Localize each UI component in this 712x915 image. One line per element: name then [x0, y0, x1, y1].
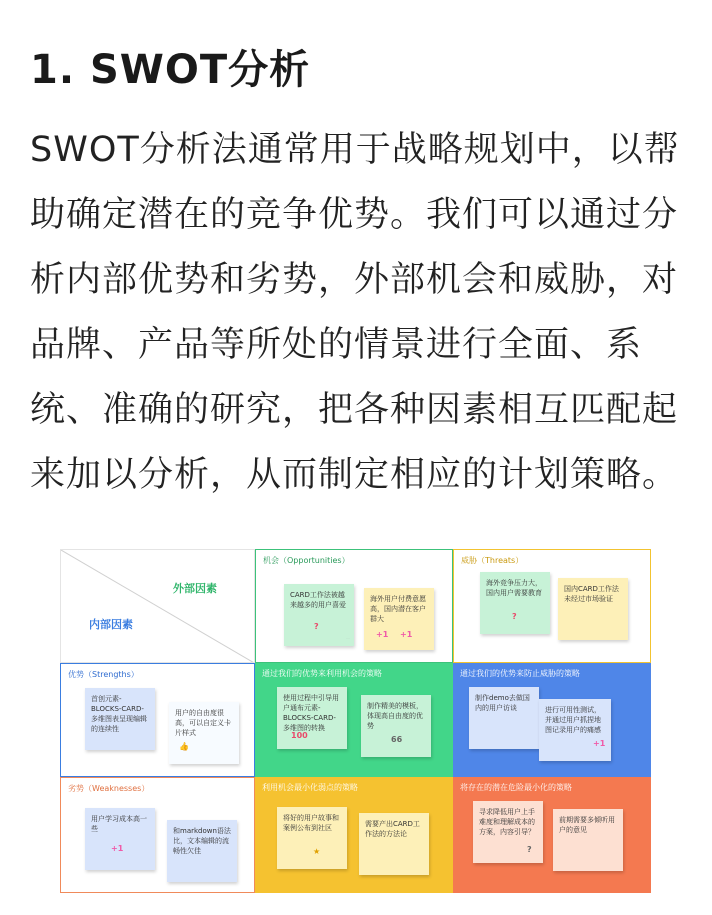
strengths-title: 优势（Strengths） [68, 670, 139, 679]
note-text: 将好的用户故事和案例公布到社区 [283, 814, 339, 832]
axis-corner-cell [60, 549, 255, 663]
wt-strategy-title: 将存在的潜在危险最小化的策略 [460, 783, 572, 792]
sticky-note [85, 688, 155, 750]
sticky-note [364, 588, 434, 650]
sticky-note [553, 809, 623, 871]
plus-one-mark: +1 [376, 630, 389, 639]
intro-paragraph: SWOT分析法通常用于战略规划中，以帮助确定潜在的竞争优势。我们可以通过分析内部优势和劣势，外部机会和威胁，对品牌、产品等所处的情景进行全面、系统、准确的研究，把各种因素相互匹配起来加以分析，从而制定相应的计划策略。 [30, 130, 680, 495]
sticky-note [480, 572, 550, 634]
note-text: 需要产出CARD工作法的方法论 [365, 820, 420, 838]
note-text: 首创元素-BLOCKS-CARD-多维图表呈现编辑的连续性 [91, 695, 147, 733]
sticky-note [169, 702, 239, 764]
swot-matrix-image [60, 549, 651, 893]
note-text: 进行可用性测试，并通过用户抓捏地图记录用户的痛感 [545, 706, 601, 734]
so-strategy-cell [255, 663, 453, 777]
internal-factors-label: 内部因素 [89, 618, 133, 631]
quote-mark: 66 [391, 735, 403, 744]
sticky-note [277, 687, 347, 749]
note-text: 国内CARD工作法未经过市场验证 [564, 585, 619, 603]
so-strategy-title: 通过我们的优势来利用机会的策略 [262, 669, 382, 678]
sticky-note [277, 807, 347, 869]
star-icon: ★ [313, 847, 321, 856]
sticky-note [539, 699, 611, 761]
question-mark: ? [512, 612, 517, 621]
question-mark: ? [527, 845, 532, 854]
note-text: 前期需要多倾听用户的意见 [559, 816, 615, 834]
wo-strategy-title: 利用机会最小化弱点的策略 [262, 783, 358, 792]
sticky-note [469, 687, 539, 749]
section-heading: 1. SWOT分析 [30, 47, 311, 93]
weaknesses-cell [60, 777, 255, 893]
sticky-note [167, 820, 237, 882]
note-text: 海外用户付费意愿高，国内潜在客户群大 [370, 595, 426, 623]
strengths-cell [60, 663, 255, 777]
hundred-mark: 100 [291, 731, 308, 740]
note-text: 和markdown语法比，文本编辑的流畅性欠佳 [173, 827, 231, 855]
weaknesses-title: 劣势（Weaknesses） [68, 784, 150, 793]
plus-one-mark: +1 [111, 844, 124, 853]
opportunities-title: 机会（Opportunities） [263, 556, 350, 565]
sticky-note [361, 695, 431, 757]
wt-strategy-cell [453, 777, 651, 893]
sticky-note [558, 578, 628, 640]
plus-one-mark: +1 [400, 630, 413, 639]
note-text: CARD工作法被越来越多的用户喜爱 [290, 591, 346, 609]
note-text: 制作精美的模板，体现高自由度的优势 [367, 702, 423, 730]
sticky-note [473, 801, 543, 863]
st-strategy-cell [453, 663, 651, 777]
wo-strategy-cell [255, 777, 453, 893]
question-mark: ? [314, 622, 319, 631]
opportunities-cell [255, 549, 453, 663]
threats-cell [453, 549, 651, 663]
note-text: 制作demo去做国内的用户访谈 [475, 694, 530, 712]
note-text: 寻求降低用户上手难度和理解成本的方案，内容引导？ [479, 808, 535, 836]
st-strategy-title: 通过我们的优势来防止威胁的策略 [460, 669, 580, 678]
note-text: 使用过程中引导用户通布元素-BLOCKS-CARD-多维图的转换 [283, 694, 339, 732]
diagonal-divider [61, 550, 255, 663]
sticky-note [359, 813, 429, 875]
note-text: 海外竞争压力大，国内用户需要教育 [486, 579, 542, 597]
external-factors-label: 外部因素 [173, 582, 217, 595]
note-text: 用户的自由度很高，可以自定义卡片样式 [175, 709, 231, 737]
plus-one-mark: +1 [593, 739, 606, 748]
threats-title: 威胁（Threats） [461, 556, 524, 565]
note-author: ···· [346, 636, 350, 640]
thumbs-up-icon: 👍 [179, 742, 189, 751]
note-text: 用户学习成本高一些 [91, 815, 147, 833]
sticky-note [284, 584, 354, 646]
sticky-note [85, 808, 155, 870]
